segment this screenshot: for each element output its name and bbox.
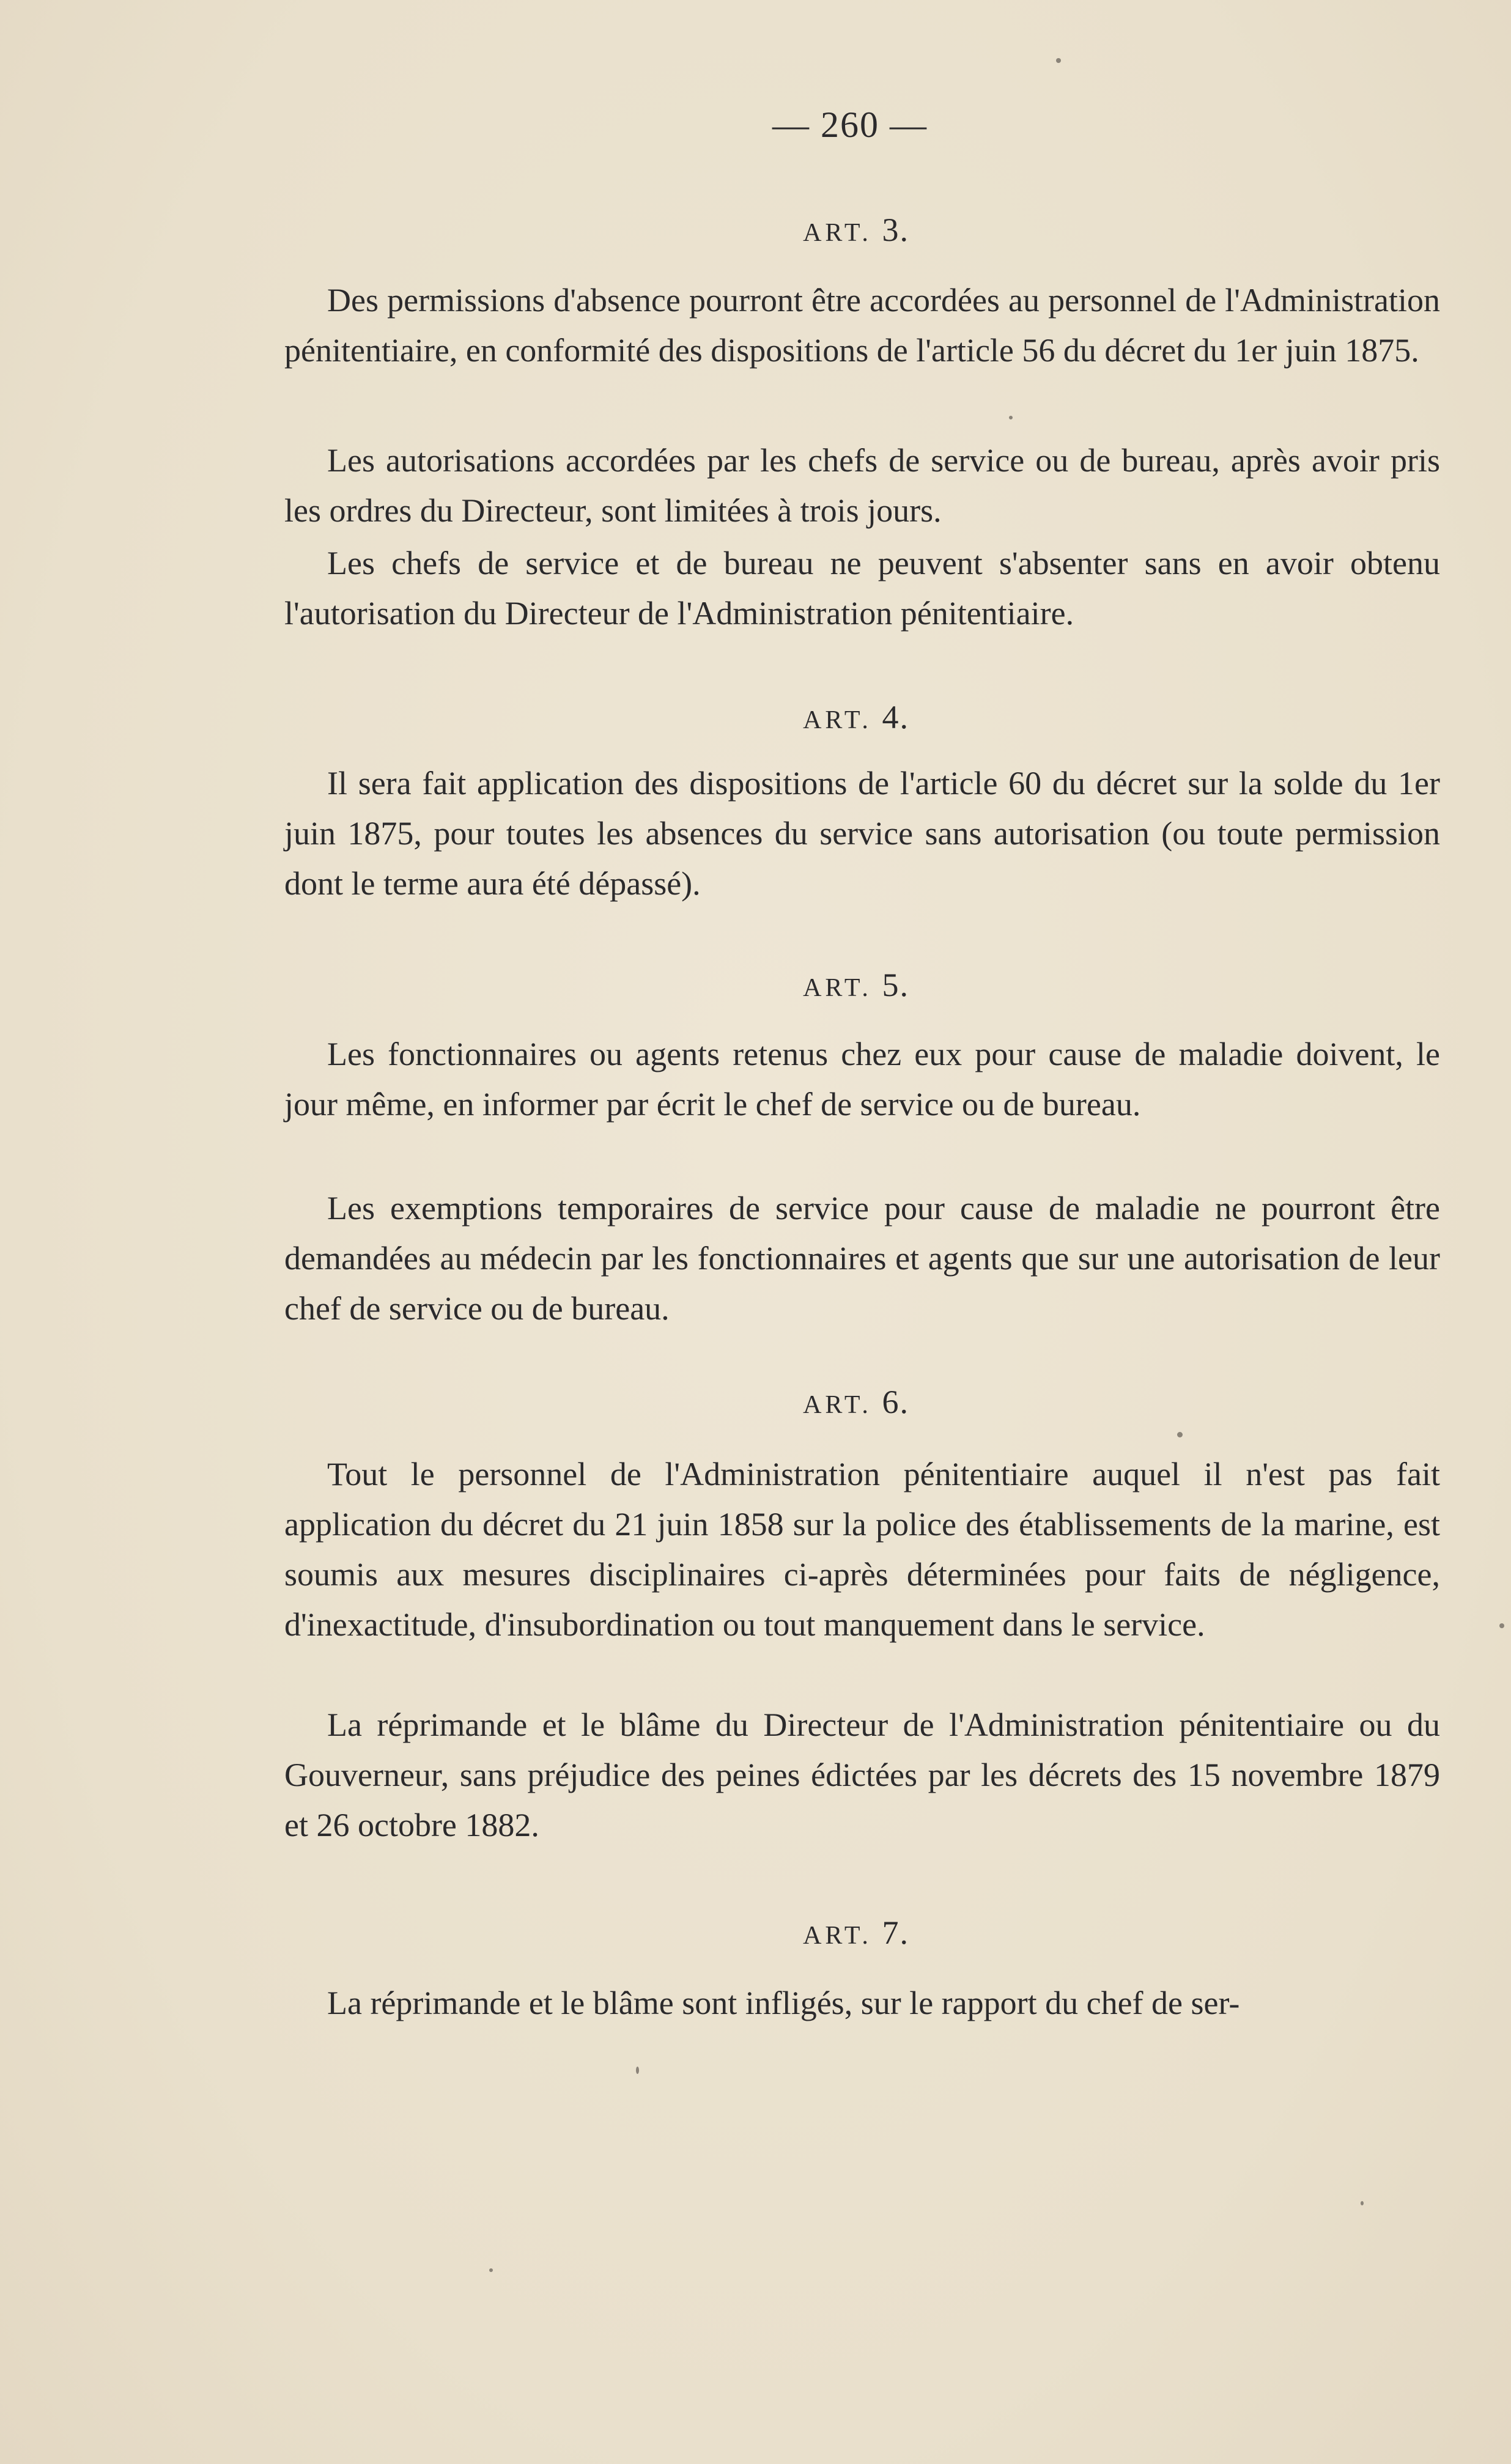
article-5-paragraph-1: Les fonctionnaires ou agents retenus chez eux pour cause de maladie doivent, le jour même, en informer par écrit le chef de service ou de bureau.	[284, 1036, 1440, 1123]
article-6-paragraph-2: La réprimande et le blâme du Directeur de l'Administration pénitentiaire ou du Gouverneur, sans préjudice des peines édictées par les décrets des 15 novembre 1879 et 26 octobre 1882.	[284, 1706, 1440, 1843]
article-3-paragraph-1: Des permissions d'absence pourront être accordées au personnel de l'Administration pénitentiaire, en conformité des dispositions de l'article 56 du décret du 1er juin 1875.	[284, 282, 1440, 369]
article-number: 5.	[882, 967, 909, 1003]
article-3-paragraph-2: Les autorisations accordées par les chefs de service ou de bureau, après avoir pris les ordres du Directeur, sont limitées à trois jours.	[284, 442, 1440, 529]
paper-speck	[1177, 1432, 1183, 1437]
article-heading-label: ART.	[803, 706, 872, 734]
article-number: 6.	[882, 1384, 909, 1420]
article-7-paragraph-1: La réprimande et le blâme sont infligés, sur le rapport du chef de ser-	[327, 1985, 1240, 2021]
page-number: — 260 —	[772, 105, 928, 145]
paper-speck	[1009, 416, 1013, 419]
article-6-heading	[0, 1383, 1511, 1421]
article-4-heading	[0, 698, 1511, 736]
article-6-paragraph-1: Tout le personnel de l'Administration pénitentiaire auquel il n'est pas fait application du décret du 21 juin 1858 sur la police des établissements de la marine, est soumis aux mesures disciplinaires ci-après déterminées pour faits de négligence, d'inexactitude, d'insubordination ou tout manquement dans le service.	[284, 1456, 1440, 1643]
paper-speck	[1499, 1623, 1504, 1628]
article-3-heading	[0, 211, 1511, 249]
article-heading-label: ART.	[803, 1922, 872, 1950]
paper-speck	[489, 2268, 493, 2272]
article-heading-label: ART.	[803, 1391, 872, 1419]
article-4-paragraph-1: Il sera fait application des dispositions de l'article 60 du décret sur la solde du 1er juin 1875, pour toutes les absences du service sans autorisation (ou toute permission dont le terme aura été dépassé).	[284, 765, 1440, 902]
paper-speck	[636, 2067, 639, 2074]
article-number: 7.	[882, 1914, 909, 1951]
article-heading-label: ART.	[803, 974, 872, 1002]
article-number: 4.	[882, 699, 909, 736]
article-7-heading	[0, 1914, 1511, 1952]
article-number: 3.	[882, 212, 909, 248]
article-heading-label: ART.	[803, 219, 872, 247]
paper-speck	[1056, 58, 1061, 63]
article-3-paragraph-3: Les chefs de service et de bureau ne peuvent s'absenter sans en avoir obtenu l'autorisation du Directeur de l'Administration pénitentiaire.	[284, 545, 1440, 632]
article-5-heading	[0, 966, 1511, 1004]
article-5-paragraph-2: Les exemptions temporaires de service pour cause de maladie ne pourront être demandées au médecin par les fonctionnaires et agents que sur une autorisation de leur chef de service ou de bureau.	[284, 1190, 1440, 1327]
paper-speck	[1361, 2201, 1364, 2205]
